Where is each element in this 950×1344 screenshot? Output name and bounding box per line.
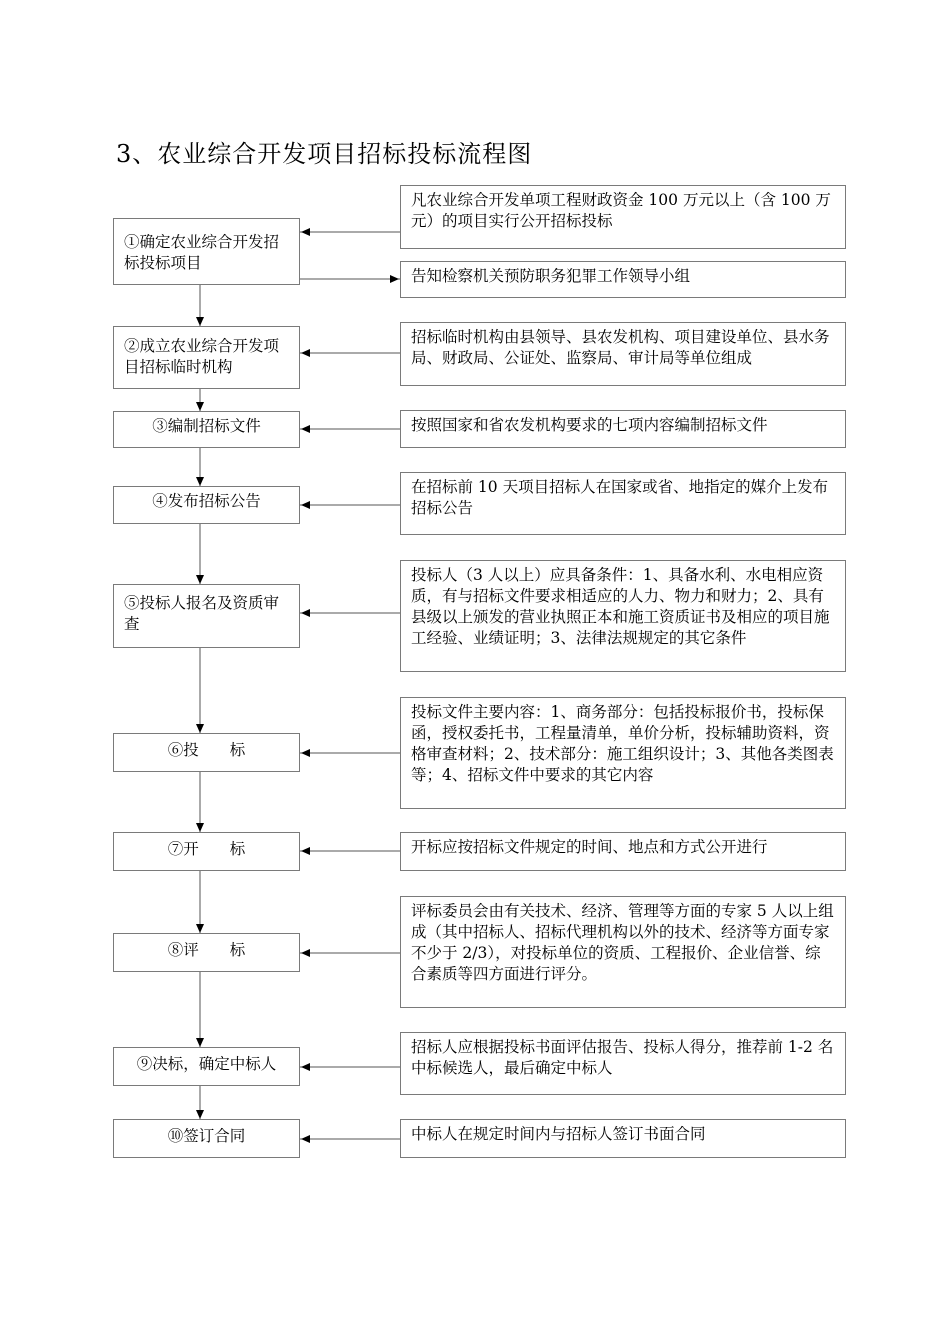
note-text: 评标委员会由有关技术、经济、管理等方面的专家 5 人以上组成（其中招标人、招标代理机构以外的技术、经济等方面专家不少于 2/3），对投标单位的资质、工程报价、企业信誉、综合素质等四方面进行评分。 <box>411 902 834 983</box>
step-box-1 <box>113 218 300 285</box>
arrow-head-down <box>196 924 204 933</box>
step-label: ③编制招标文件 <box>152 417 261 435</box>
arrow-head-left <box>301 349 310 357</box>
arrow-head-down <box>196 1038 204 1047</box>
step-label: ⑥投 标 <box>167 741 246 759</box>
step-label: ②成立农业综合开发项目招标临时机构 <box>124 337 280 376</box>
arrow-head-down <box>196 823 204 832</box>
arrow-head-left <box>301 1063 310 1071</box>
step-label: ⑧评 标 <box>167 941 246 959</box>
arrow-head-left <box>301 847 310 855</box>
step-label: ⑨决标，确定中标人 <box>136 1055 277 1073</box>
arrow-head-left <box>301 425 310 433</box>
note-box-6 <box>400 697 846 809</box>
note-box-9 <box>400 1032 846 1095</box>
step-box-8 <box>113 933 300 972</box>
note-text: 中标人在规定时间内与招标人签订书面合同 <box>411 1125 706 1143</box>
note-box-10 <box>400 1119 846 1158</box>
note-box-2 <box>400 322 846 386</box>
note-text: 告知检察机关预防职务犯罪工作领导小组 <box>411 267 691 285</box>
arrow-head-left <box>301 749 310 757</box>
note-box-3 <box>400 410 846 448</box>
step-label: ①确定农业综合开发招标投标项目 <box>124 233 280 272</box>
step-box-4 <box>113 486 300 524</box>
arrow-head-down <box>196 402 204 411</box>
step-box-2 <box>113 326 300 389</box>
arrow-head-down <box>196 724 204 733</box>
note-text: 在招标前 10 天项目招标人在国家或省、地指定的媒介上发布招标公告 <box>411 478 829 517</box>
arrow-head-left <box>301 1135 310 1143</box>
step-label: ⑩签订合同 <box>167 1127 246 1145</box>
note-box-8 <box>400 896 846 1008</box>
arrow-head-right <box>390 275 399 283</box>
arrow-head-left <box>301 949 310 957</box>
arrow-head-down <box>196 317 204 326</box>
step-box-3 <box>113 411 300 448</box>
step-box-5 <box>113 584 300 648</box>
step-label: ⑤投标人报名及资质审查 <box>124 594 280 633</box>
step-box-9 <box>113 1047 300 1086</box>
arrow-head-down <box>196 1110 204 1119</box>
note-text: 开标应按招标文件规定的时间、地点和方式公开进行 <box>411 838 768 856</box>
note-box-1b <box>400 261 846 298</box>
note-box-1a <box>400 185 846 249</box>
arrow-head-left <box>301 501 310 509</box>
arrow-head-down <box>196 575 204 584</box>
step-label: ⑦开 标 <box>167 840 246 858</box>
step-box-6 <box>113 733 300 772</box>
note-box-4 <box>400 472 846 535</box>
note-text: 按照国家和省农发机构要求的七项内容编制招标文件 <box>411 416 768 434</box>
note-text: 招标人应根据投标书面评估报告、投标人得分，推荐前 1-2 名中标候选人，最后确定中标人 <box>411 1038 834 1077</box>
note-text: 凡农业综合开发单项工程财政资金 100 万元以上（含 100 万元）的项目实行公开招标投标 <box>411 191 831 230</box>
step-box-7 <box>113 832 300 871</box>
note-text: 招标临时机构由县领导、县农发机构、项目建设单位、县水务局、财政局、公证处、监察局、审计局等单位组成 <box>411 328 830 367</box>
note-box-5 <box>400 560 846 672</box>
note-box-7 <box>400 832 846 871</box>
page-title: 3、农业综合开发项目招标投标流程图 <box>116 140 533 168</box>
step-label: ④发布招标公告 <box>152 492 261 510</box>
step-box-10 <box>113 1119 300 1158</box>
note-text: 投标文件主要内容：1、商务部分：包括投标报价书，投标保函，授权委托书，工程量清单，单价分析，投标辅助资料，资格审查材料；2、技术部分：施工组织设计；3、其他各类图表等；4、招标文件中要求的其它内容 <box>411 703 834 784</box>
arrow-head-down <box>196 477 204 486</box>
note-text: 投标人（3 人以上）应具备条件：1、具备水利、水电相应资质，有与招标文件要求相适应的人力、物力和财力；2、具有县级以上颁发的营业执照正本和施工资质证书及相应的项目施工经验、业绩证明；3、法律法规规定的其它条件 <box>411 566 830 647</box>
arrow-head-left <box>301 609 310 617</box>
arrow-head-left <box>301 228 310 236</box>
